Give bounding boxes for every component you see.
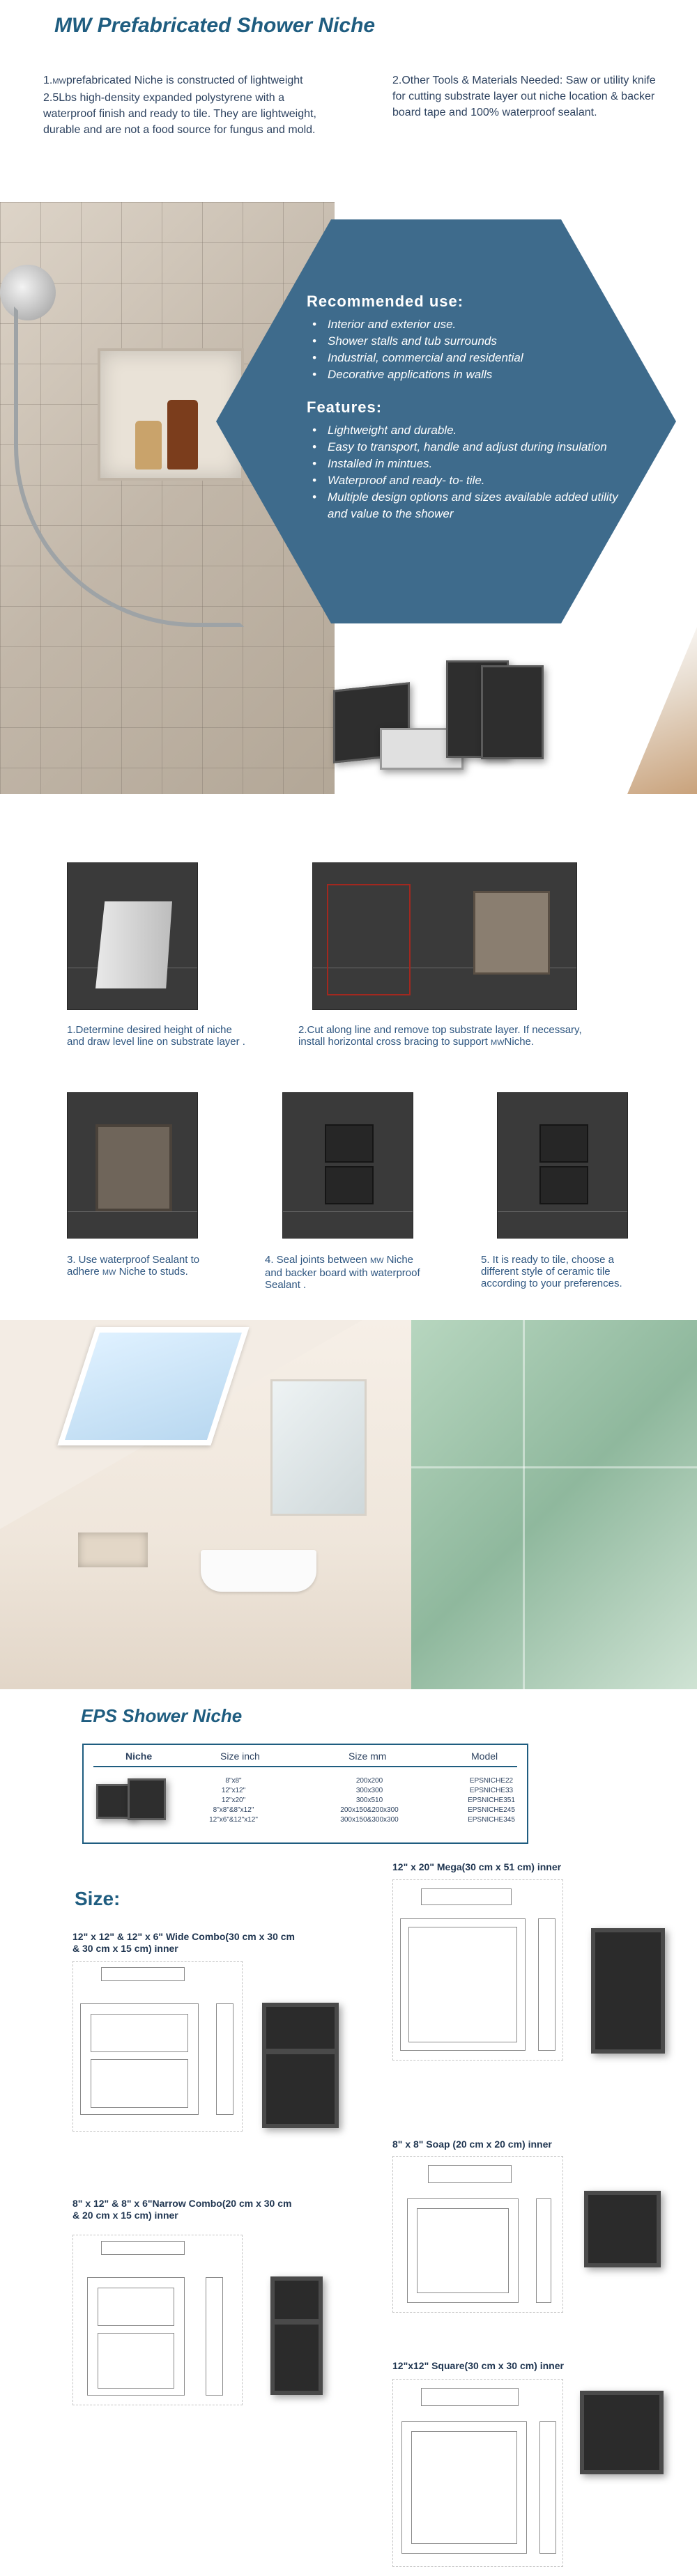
step4-image	[282, 1092, 413, 1239]
eps-col-model: EPSNICHE22 EPSNICHE33 EPSNICHE351 EPSNICHE245 EPSNICHE345	[468, 1777, 515, 1824]
decor-corner	[627, 627, 697, 794]
bottle	[167, 400, 198, 470]
list-item: • Decorative applications in walls	[307, 366, 627, 383]
wide-combo-label: 12" x 12" & 12" x 6" Wide Combo(30 cm x 30 cm & 30 cm x 15 cm) inner	[72, 1931, 296, 1954]
soap-drawing	[392, 2156, 563, 2313]
intro-right: 2.Other Tools & Materials Needed: Saw or utility knife for cutting substrate layer out niche location & backer board tape and 100% waterproof sealant.	[392, 75, 656, 118]
info-panel	[307, 293, 627, 538]
sink	[201, 1550, 316, 1592]
square-drawing	[392, 2379, 563, 2567]
eps-niche-image	[96, 1778, 173, 1827]
list-item: • Shower stalls and tub surrounds	[307, 333, 627, 350]
narrow-combo-product	[270, 2276, 323, 2395]
features-heading: Features:	[307, 398, 383, 416]
header-size-inch: Size inch	[220, 1751, 260, 1762]
list-item: • Industrial, commercial and residential	[307, 350, 627, 366]
bottle	[135, 421, 162, 470]
soap-label: 8" x 8" Soap (20 cm x 20 cm) inner	[392, 2139, 552, 2150]
mega-product	[591, 1928, 665, 2054]
soap-product	[584, 2191, 661, 2267]
list-item: • Waterproof and ready- to- tile.	[307, 472, 627, 489]
step1-image	[67, 862, 198, 1010]
step5-text: 5. It is ready to tile, choose a different style of ceramic tile according to your preferences.	[481, 1254, 622, 1289]
list-item: • Interior and exterior use.	[307, 316, 627, 333]
intro-left: 1.MWprefabricated Niche is constructed of lightweight 2.5Lbs high-density expanded polystyrene with a waterproof finish and ready to tile. They are lightweight, durable and are not a food source for fungus and mold.	[43, 75, 316, 136]
recommended-list	[307, 316, 627, 383]
header-niche: Niche	[125, 1751, 153, 1762]
header-model: Model	[471, 1751, 498, 1762]
size-title: Size:	[75, 1888, 121, 1909]
mega-label: 12" x 20" Mega(30 cm x 51 cm) inner	[392, 1861, 562, 1872]
features-list	[307, 422, 627, 522]
list-item: • Multiple design options and sizes available added utility and value to the shower	[307, 489, 627, 522]
list-item: • Installed in mintues.	[307, 456, 627, 472]
niche-product	[481, 665, 544, 759]
square-product	[580, 2391, 664, 2474]
wide-combo-drawing	[72, 1961, 243, 2132]
step4-text: 4. Seal joints between MW Niche and backer board with waterproof Sealant .	[265, 1254, 420, 1291]
eps-col-inch: 8"x8" 12"x12" 12"x20" 8"x8"&8"x12" 12"x6"&12"x12"	[209, 1777, 258, 1824]
header-size-mm: Size mm	[348, 1751, 387, 1762]
step3-text: 3. Use waterproof Sealant to adhere MW Niche to studs.	[67, 1254, 200, 1278]
eps-title: EPS Shower Niche	[81, 1705, 243, 1726]
eps-col-mm: 200x200 300x300 300x510 200x150&200x300 300x150&300x300	[340, 1777, 399, 1824]
recommended-heading: Recommended use:	[307, 293, 464, 310]
step1-text: 1.Determine desired height of niche and draw level line on substrate layer .	[67, 1024, 245, 1048]
narrow-combo-label: 8" x 12" & 8" x 6"Narrow Combo(20 cm x 30 cm & 20 cm x 15 cm) inner	[72, 2198, 292, 2221]
list-item: • Easy to transport, handle and adjust during insulation	[307, 439, 627, 456]
list-item: • Lightweight and durable.	[307, 422, 627, 439]
step3-image	[67, 1092, 198, 1239]
mirror	[270, 1379, 367, 1516]
step5-image	[497, 1092, 628, 1239]
mega-drawing	[392, 1879, 563, 2061]
narrow-combo-drawing	[72, 2235, 243, 2405]
step2-text: 2.Cut along line and remove top substrate layer. If necessary, install horizontal cross bracing to support MWNiche.	[298, 1024, 582, 1048]
wall-niche	[78, 1533, 148, 1567]
eps-table	[82, 1744, 528, 1844]
wide-combo-product	[262, 2003, 339, 2128]
bathroom-photo	[0, 1320, 697, 1689]
page-title: MW Prefabricated Shower Niche	[54, 14, 376, 37]
glass-wall	[411, 1320, 697, 1689]
square-label: 12"x12" Square(30 cm x 30 cm) inner	[392, 2360, 564, 2371]
step2-image	[312, 862, 577, 1010]
